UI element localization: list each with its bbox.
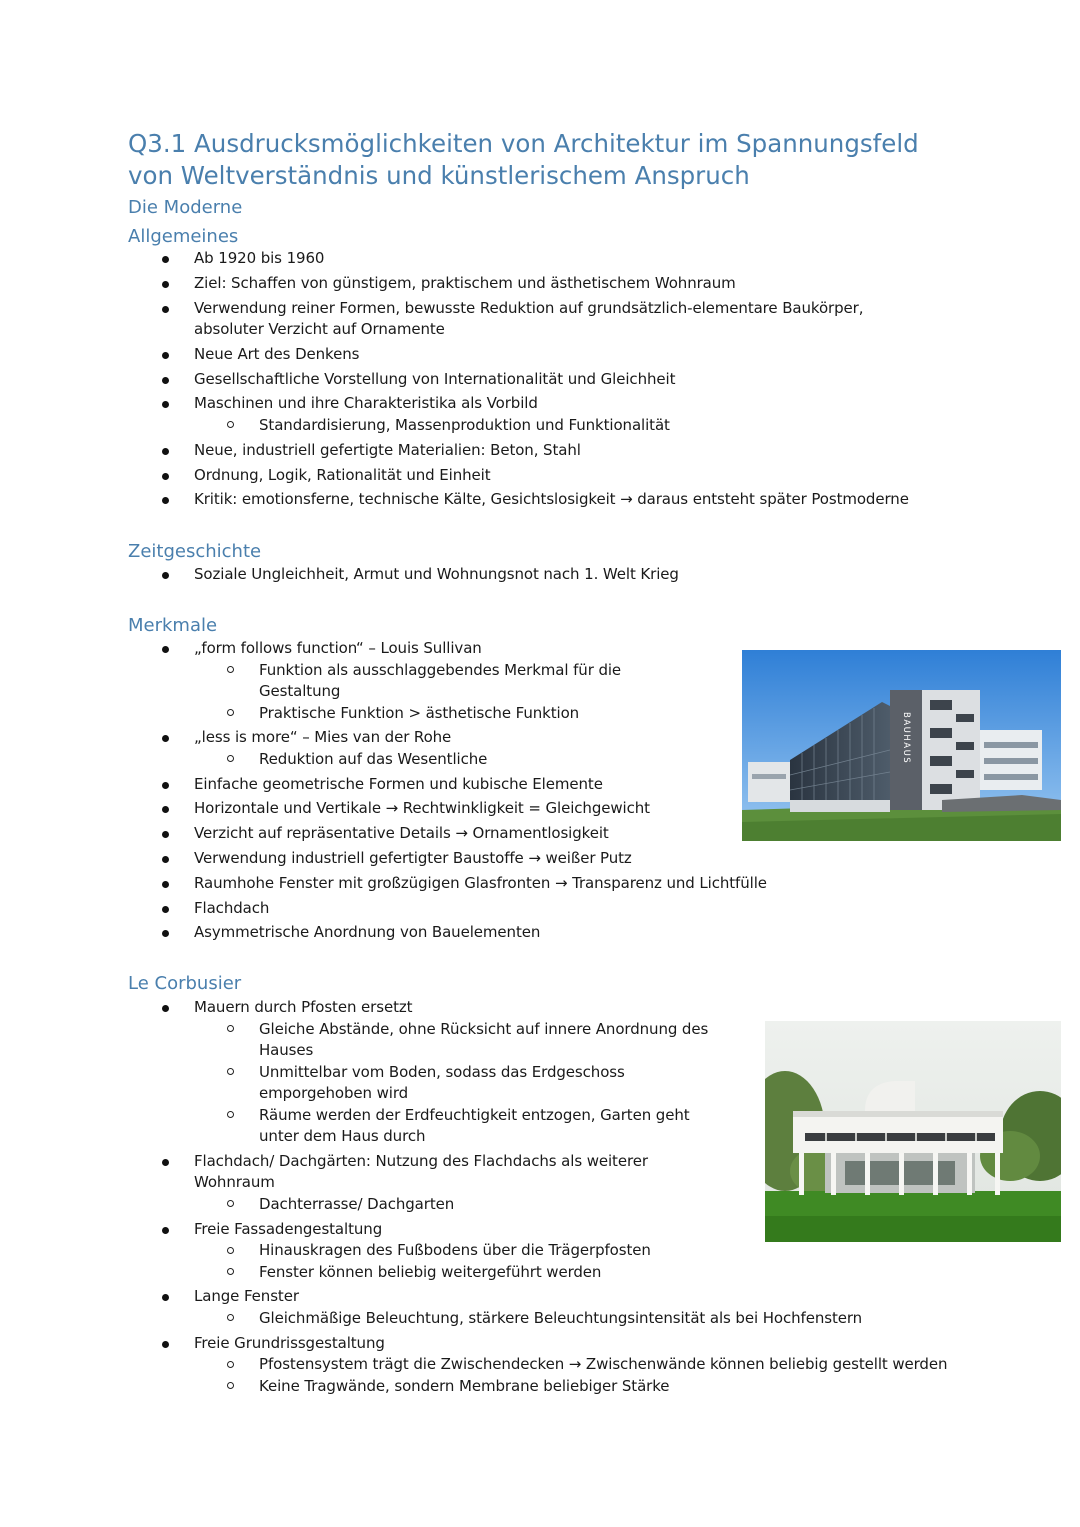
heading-le-corbusier: Le Corbusier <box>128 973 242 994</box>
list-item: Ordnung, Logik, Rationalität und Einheit <box>0 465 914 487</box>
sub-list-item: Fenster können beliebig weitergeführt werden <box>0 1262 949 1284</box>
page-title: Q3.1 Ausdrucksmöglichkeiten von Architektur im Spannungsfeld von Weltverständnis und künstlerischem Anspruch <box>128 129 919 190</box>
sub-list-item: Unmittelbar vom Boden, sodass das Erdgeschoss emporgehoben wird <box>0 1062 659 1105</box>
bauhaus-building-image <box>742 650 1061 841</box>
list-item: Freie Fassadengestaltung <box>0 1219 949 1241</box>
list-item: Asymmetrische Anordnung von Bauelementen <box>0 922 767 944</box>
sub-list-item: Hinauskragen des Fußbodens über die Trägerpfosten <box>0 1240 949 1262</box>
list-item: Verwendung industriell gefertigter Baustoffe → weißer Putz <box>0 848 767 870</box>
list-allgemeines <box>0 248 914 511</box>
list-item: Flachdach/ Dachgärten: Nutzung des Flachdachs als weiterer Wohnraum <box>0 1151 694 1194</box>
list-item: Neue, industriell gefertigte Materialien: Beton, Stahl <box>0 440 914 462</box>
villa-savoye-illustration <box>765 1021 1061 1242</box>
list-item: Mauern durch Pfosten ersetzt <box>0 997 949 1019</box>
sub-list-item: Keine Tragwände, sondern Membrane beliebiger Stärke <box>0 1376 949 1398</box>
sub-list-item: Praktische Funktion > ästhetische Funktion <box>0 703 767 725</box>
subtitle-die-moderne: Die Moderne <box>128 197 243 218</box>
villa-savoye-image <box>765 1021 1061 1242</box>
sub-list-item: Gleiche Abstände, ohne Rücksicht auf innere Anordnung des Hauses <box>0 1019 749 1062</box>
list-item: Kritik: emotionsferne, technische Kälte, Gesichtslosigkeit → daraus entsteht später Postmoderne <box>0 489 914 511</box>
list-item: Maschinen und ihre Charakteristika als Vorbild <box>0 393 914 415</box>
list-item: Neue Art des Denkens <box>0 344 914 366</box>
list-item: Horizontale und Vertikale → Rechtwinkligkeit = Gleichgewicht <box>0 798 767 820</box>
sub-list-item: Standardisierung, Massenproduktion und Funktionalität <box>0 415 914 437</box>
list-item: Raumhohe Fenster mit großzügigen Glasfronten → Transparenz und Lichtfülle <box>0 873 767 895</box>
heading-merkmale: Merkmale <box>128 615 218 636</box>
list-item: Freie Grundrissgestaltung <box>0 1333 949 1355</box>
list-zeitgeschichte <box>0 564 679 586</box>
list-item: „less is more“ – Mies van der Rohe <box>0 727 767 749</box>
bauhaus-illustration <box>742 650 1061 841</box>
list-item: Verwendung reiner Formen, bewusste Reduktion auf grundsätzlich-elementare Baukörper, absoluter Verzicht auf Ornamente <box>0 298 914 341</box>
list-item: Einfache geometrische Formen und kubische Elemente <box>0 774 767 796</box>
sub-list-item: Dachterrasse/ Dachgarten <box>0 1194 949 1216</box>
sub-list-item: Funktion als ausschlaggebendes Merkmal für die Gestaltung <box>0 660 659 703</box>
list-merkmale <box>0 638 767 944</box>
list-item: Ab 1920 bis 1960 <box>0 248 914 270</box>
list-item: Soziale Ungleichheit, Armut und Wohnungsnot nach 1. Welt Krieg <box>0 564 679 586</box>
list-item: Ziel: Schaffen von günstigem, praktischem und ästhetischem Wohnraum <box>0 273 914 295</box>
list-item: Lange Fenster <box>0 1286 949 1308</box>
list-item: Gesellschaftliche Vorstellung von Internationalität und Gleichheit <box>0 369 914 391</box>
sub-list-item: Pfostensystem trägt die Zwischendecken → Zwischenwände können beliebig gestellt werden <box>0 1354 949 1376</box>
list-item: Flachdach <box>0 898 767 920</box>
bauhaus-sign-text: BAUHAUS <box>901 712 911 765</box>
list-item: „form follows function“ – Louis Sullivan <box>0 638 767 660</box>
list-item: Verzicht auf repräsentative Details → Ornamentlosigkeit <box>0 823 767 845</box>
sub-list-item: Räume werden der Erdfeuchtigkeit entzogen, Garten geht unter dem Haus durch <box>0 1105 729 1148</box>
sub-list-item: Reduktion auf das Wesentliche <box>0 749 767 771</box>
heading-zeitgeschichte: Zeitgeschichte <box>128 541 262 562</box>
sub-list-item: Gleichmäßige Beleuchtung, stärkere Beleuchtungsintensität als bei Hochfenstern <box>0 1308 949 1330</box>
heading-allgemeines: Allgemeines <box>128 226 239 247</box>
